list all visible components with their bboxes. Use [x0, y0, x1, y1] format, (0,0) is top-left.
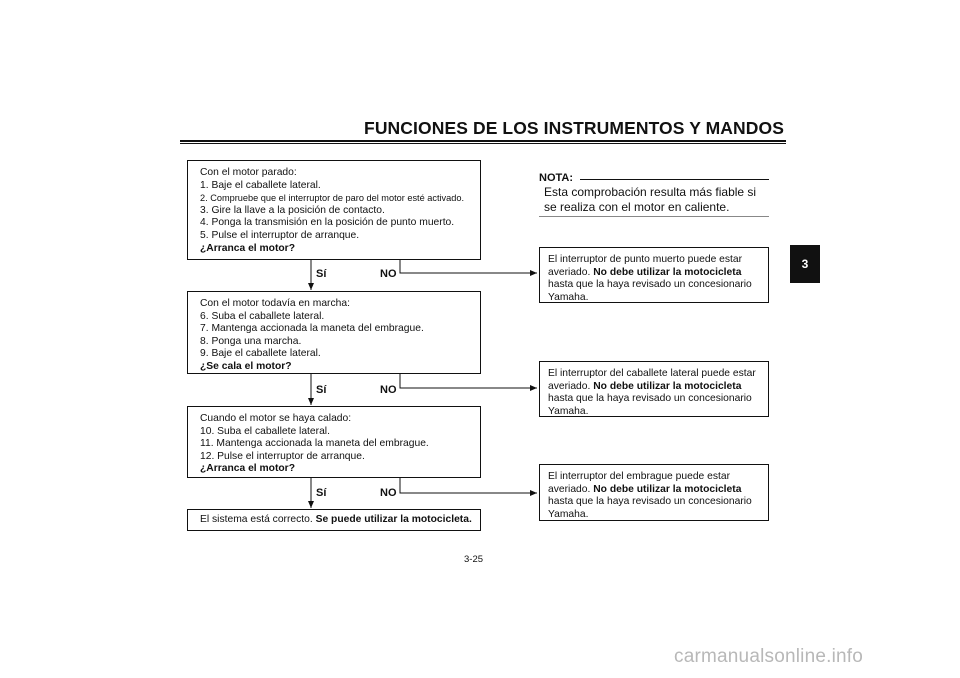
step2-line: 9. Baje el caballete lateral.: [200, 348, 321, 360]
final-text: El sistema está correcto.: [200, 514, 316, 525]
step3-line: 12. Pulse el interruptor de arranque.: [200, 450, 365, 462]
fault-text: El interruptor del caballete lateral puede estar averiado.: [548, 368, 756, 392]
step1-line: 4. Ponga la transmisión en la posición de punto muerto.: [200, 217, 455, 229]
step3-line: Cuando el motor se haya calado:: [200, 413, 352, 424]
page-number: 3-25: [464, 554, 484, 565]
final-bold-text: Se puede utilizar la motocicleta.: [315, 514, 472, 525]
chapter-tab: 3: [790, 245, 820, 283]
no-label: NO: [380, 487, 397, 499]
fault-warning: No debe utilizar la motocicleta: [593, 266, 742, 278]
no-arrow: [400, 260, 537, 273]
step2-line: 6. Suba el caballete lateral.: [200, 310, 325, 322]
step1-line: 2. Compruebe que el interruptor de paro del motor esté activado.: [200, 193, 465, 204]
step1-line: 1. Baje el caballete lateral.: [200, 179, 321, 191]
nota-rule-bottom: [539, 216, 769, 217]
step3-question: ¿Arranca el motor?: [200, 463, 295, 475]
yes-label: Sí: [316, 487, 327, 499]
step3-line: 10. Suba el caballete lateral.: [200, 425, 330, 437]
yes-label: Sí: [316, 384, 327, 396]
yes-label: Sí: [316, 268, 327, 280]
fault-warning: No debe utilizar la motocicleta: [593, 380, 742, 392]
step2-line: 8. Ponga una marcha.: [200, 335, 302, 347]
page-header-title: FUNCIONES DE LOS INSTRUMENTOS Y MANDOS: [364, 118, 784, 138]
no-arrow: [400, 374, 537, 388]
no-label: NO: [380, 384, 397, 396]
step1-line: Con el motor parado:: [200, 167, 297, 178]
nota-text: Esta comprobación resulta más fiable si se realiza con el motor en caliente.: [544, 185, 757, 214]
nota-label: NOTA:: [539, 172, 574, 184]
step2-question: ¿Se cala el motor?: [200, 360, 292, 372]
no-label: NO: [380, 268, 397, 280]
fault-tail: hasta que la haya revisado un concesionario Yamaha.: [548, 393, 752, 417]
step3-line: 11. Mantenga accionada la maneta del embrague.: [200, 438, 429, 450]
no-arrow: [400, 478, 537, 493]
step1-question: ¿Arranca el motor?: [200, 242, 295, 254]
fault-tail: hasta que la haya revisado un concesionario Yamaha.: [548, 279, 752, 303]
fault-text: El interruptor del embrague puede estar averiado.: [548, 471, 731, 495]
fault-text: El interruptor de punto muerto puede estar averiado.: [548, 254, 743, 278]
step1-line: 5. Pulse el interruptor de arranque.: [200, 229, 360, 241]
fault-warning: No debe utilizar la motocicleta: [593, 483, 742, 495]
step1-line: 3. Gire la llave a la posición de contacto.: [200, 204, 385, 216]
step2-line: 7. Mantenga accionada la maneta del embrague.: [200, 323, 424, 335]
watermark: carmanualsonline.info: [674, 646, 864, 667]
nota-rule: [580, 179, 769, 180]
fault-tail: hasta que la haya revisado un concesionario Yamaha.: [548, 496, 752, 520]
step2-line: Con el motor todavía en marcha:: [200, 298, 350, 309]
